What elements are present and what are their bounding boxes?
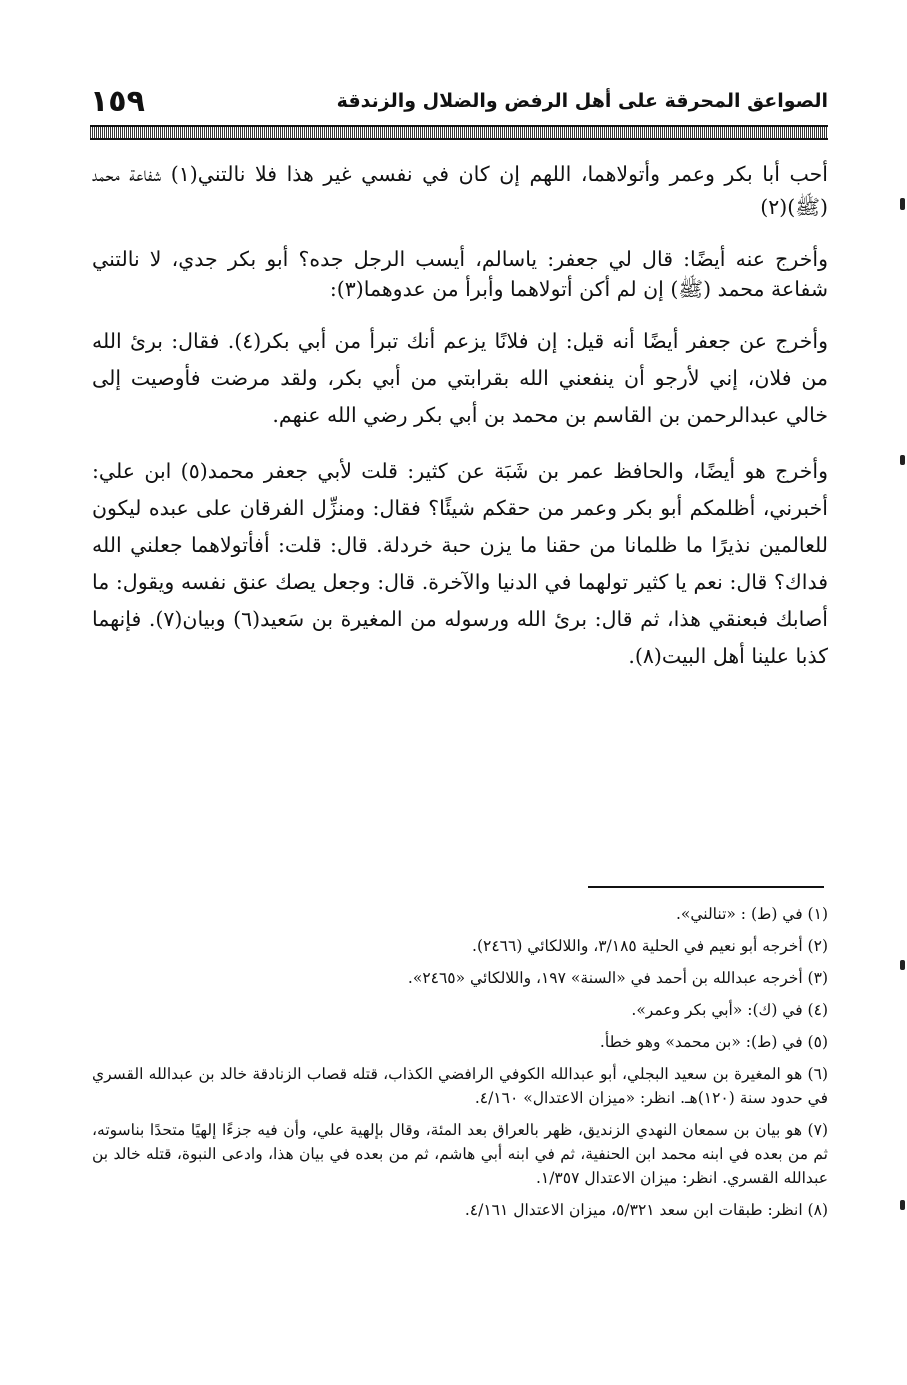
header-rule [90,125,828,140]
paragraph-2: وأخرج عنه أيضًا: قال لي جعفر: ياسالم، أيسب الرجل جده؟ أبو بكر جدي، لا نالتني شفاعة محمد (ﷺ) إن لم أكن أتولاهما وأبرأ من عدوهما(٣): [92,247,828,301]
paragraph-1: أحب أبا بكر وعمر وأتولاهما، اللهم إن كان في نفسي غير هذا فلا نالتني(١) شفاعة محمد (ﷺ)(٢) [92,162,829,219]
footnotes [92,902,828,1230]
footnote-4: (٤) في (ك): «أبي بكر وعمر». [631,1001,828,1019]
footnote-3: (٣) أخرجه عبدالله بن أحمد في «السنة» ١٩٧، واللالكائي «٢٤٦٥». [407,969,828,987]
footnote-6: (٦) هو المغيرة بن سعيد البجلي، أبو عبدالله الكوفي الرافضي الكذاب، قتله قصاب الزنادقة خالد بن عبدالله القسري في حدود سنة (١٢٠)هـ. انظر: «ميزان الاعتدال» ٤/١٦٠. [92,1065,828,1107]
paragraph-4: وأخرج هو أيضًا، والحافظ عمر بن شَبَة عن كثير: قلت لأبي جعفر محمد(٥) ابن علي: أخبرني، أظلمكم أبو بكر وعمر من حقكم شيئًا؟ فقال: ومنزِّل الفرقان على عبده ليكون للعالمين نذيرًا ما ظلمانا من حقنا ما يزن حبة خردلة. قال: قلت: أفأتولاهما جعلني الله فداك؟ قال: نعم يا كثير تولهما في الدنيا والآخرة. قال: وجعل يصك عنق نفسه ويقول: ما أصابك فبعنقي هذا، ثم قال: برئ الله ورسوله من المغيرة بن سَعيد(٦) وبيان(٧). فإنهما كذبا علينا أهل البيت(٨). [92,459,828,668]
running-title: الصواعق المحرقة على أهل الرفض والضلال والزندقة [336,90,828,112]
paragraph-3: وأخرج عن جعفر أيضًا أنه قيل: إن فلانًا يزعم أنك تبرأ من أبي بكر(٤). فقال: برئ الله من فلان، إني لأرجو أن ينفعني الله بقرابتي من أبي بكر، ولقد مرضت فأوصيت إلى خالي عبدالرحمن بن القاسم بن محمد بن أبي بكر رضي الله عنهم. [92,329,829,427]
margin-mark [900,1200,905,1210]
footnote-2: (٢) أخرجه أبو نعيم في الحلية ٣/١٨٥، واللالكائي (٢٤٦٦). [472,937,828,955]
footnote-separator [588,886,824,888]
footnote-5: (٥) في (ط): «بن محمد» وهو خطأ. [599,1033,828,1051]
footnote-7: (٧) هو بيان بن سمعان النهدي الزنديق، ظهر بالعراق بعد المئة، وقال بإلهية علي، وأن فيه جزءًا إلهيًا متحدًا بناسوته، ثم من بعده في ابنه محمد ابن الحنفية، ثم في ابنه أبي هاشم، ثم من بعده في بيان هذا، وادعى النبوة، قتله خالد بن عبدالله القسري. انظر: ميزان الاعتدال ١/٣٥٧. [92,1121,828,1187]
margin-mark [900,198,905,210]
page-number: ١٥٩ [90,84,145,119]
page-header [90,82,828,122]
footnote-8: (٨) انظر: طبقات ابن سعد ٥/٣٢١، ميزان الاعتدال ٤/١٦١. [464,1201,828,1219]
footnote-1: (١) في (ط) : «تنالني». [675,905,828,923]
margin-mark [900,960,905,970]
margin-mark [900,455,905,465]
main-text [92,158,828,694]
